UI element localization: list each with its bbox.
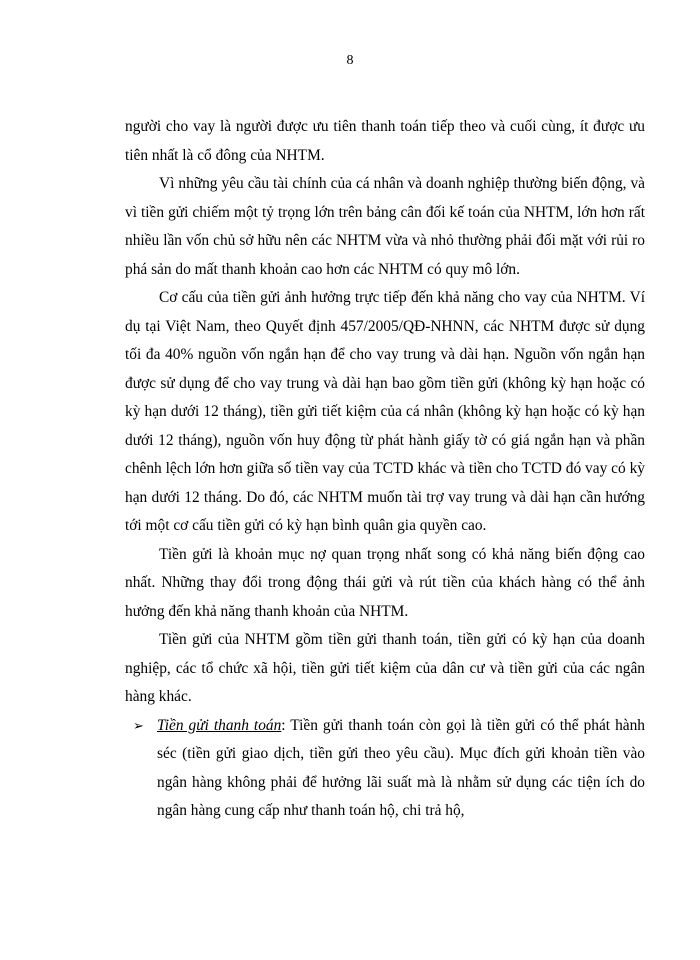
arrow-bullet-icon: ➢ xyxy=(133,717,144,733)
bullet-item-payment-deposits xyxy=(133,712,645,826)
paragraph-continuation: người cho vay là người được ưu tiên thanh toán tiếp theo và cuối cùng, ít được ưu tiên nhất là cổ đông của NHTM. xyxy=(125,118,645,164)
paragraph-deposit-risk: Vì những yêu cầu tài chính của cá nhân và doanh nghiệp thường biến động, và vì tiền gửi chiếm một tỷ trọng lớn trên bảng cân đối kế toán của NHTM, lớn hơn rất nhiều lần vốn chủ sở hữu nên các NHTM vừa và nhỏ thường phải đối mặt với rủi ro phá sản do mất thanh khoản cao hơn các NHTM có quy mô lớn. xyxy=(125,175,645,278)
paragraph-deposit-structure: Cơ cấu của tiền gửi ảnh hưởng trực tiếp đến khả năng cho vay của NHTM. Ví dụ tại Việt Nam, theo Quyết định 457/2005/QĐ-NHNN, các NHTM được sử dụng tối đa 40% nguồn vốn ngắn hạn để cho vay trung và dài hạn. Nguồn vốn ngắn hạn được sử dụng để cho vay trung và dài hạn bao gồm tiền gửi (không kỳ hạn hoặc có kỳ hạn dưới 12 tháng), tiền gửi tiết kiệm của cá nhân (không kỳ hạn hoặc có kỳ hạn dưới 12 tháng), nguồn vốn huy động từ phát hành giấy tờ có giá ngắn hạn và phần chênh lệch lớn hơn giữa số tiền vay của TCTD khác và tiền cho TCTD đó vay có kỳ hạn dưới 12 tháng. Do đó, các NHTM muốn tài trợ vay trung và dài hạn cần hướng tới một cơ cấu tiền gửi có kỳ hạn bình quân gia quyền cao. xyxy=(125,289,645,534)
bullet-description: : Tiền gửi thanh toán còn gọi là tiền gửi có thể phát hành séc (tiền gửi giao dịch, tiền gửi theo yêu cầu). Mục đích gửi khoản tiền vào ngân hàng không phải để hưởng lãi suất mà là nhằm sử dụng các tiện ích do ngân hàng cung cấp như thanh toán hộ, chi trả hộ, xyxy=(157,716,645,819)
paragraph-deposit-volatility: Tiền gửi là khoản mục nợ quan trọng nhất song có khả năng biến động cao nhất. Những thay đổi trong động thái gửi và rút tiền của khách hàng có thể ảnh hưởng đến khả năng thanh khoản của NHTM. xyxy=(125,545,645,620)
bullet-term: Tiền gửi thanh toán xyxy=(157,716,282,734)
bullet-text xyxy=(157,712,645,826)
page-number: 8 xyxy=(346,53,354,68)
paragraph-deposit-types: Tiền gửi của NHTM gồm tiền gửi thanh toán, tiền gửi có kỳ hạn của doanh nghiệp, các tổ chức xã hội, tiền gửi tiết kiệm của dân cư và tiền gửi của các ngân hàng khác. xyxy=(125,631,645,705)
document-body xyxy=(125,113,645,826)
